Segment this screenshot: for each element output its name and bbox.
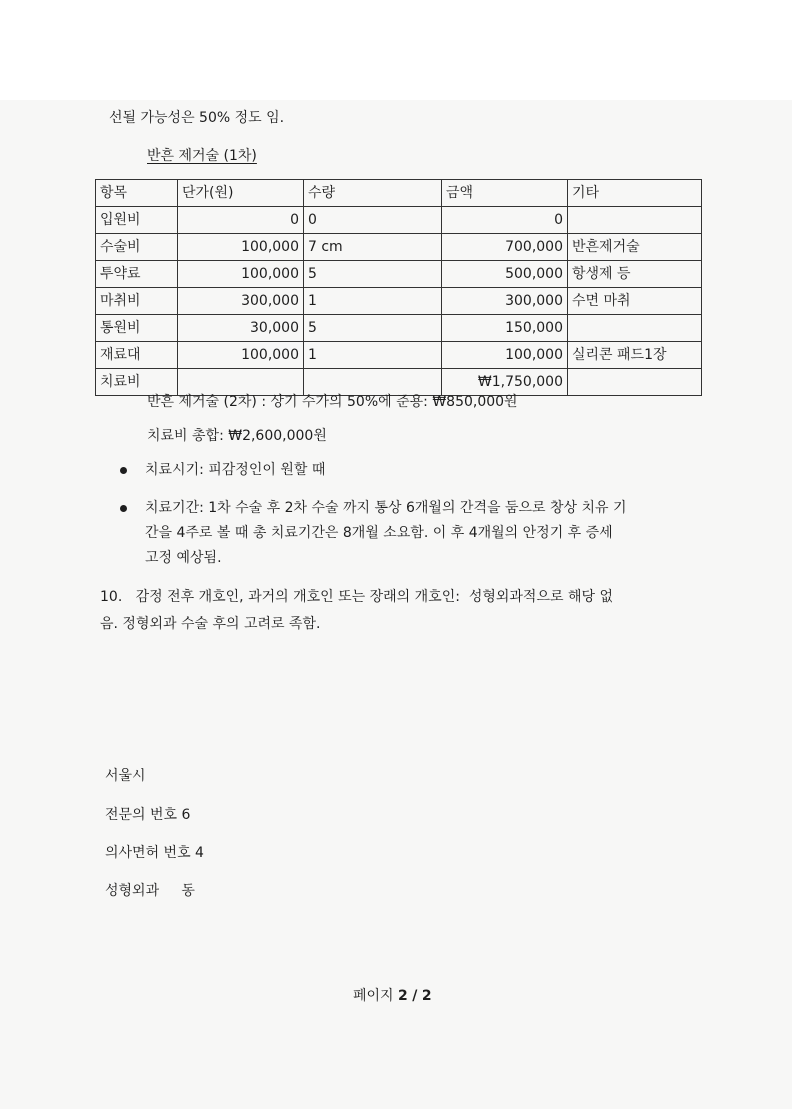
treatment-period-line: 고정 예상됨.	[145, 550, 222, 566]
cell-quantity: 5	[304, 261, 442, 288]
section-10-line: 음. 정형외과 수술 후의 고려로 족함.	[100, 616, 321, 632]
specialist-number: 전문의 번호 6	[105, 807, 191, 823]
cell-quantity: 1	[304, 288, 442, 315]
page-separator: /	[412, 988, 418, 1004]
cell-etc	[568, 369, 702, 396]
cell-etc	[568, 315, 702, 342]
cell-unit-price: 100,000	[178, 234, 304, 261]
section-10-line: 10. 감정 전후 개호인, 과거의 개호인 또는 장래의 개호인: 성형외과적으로 해당 없	[100, 589, 613, 605]
cell-etc: 실리콘 패드1장	[568, 342, 702, 369]
cell-item: 수술비	[96, 234, 178, 261]
department: 성형외과 동	[105, 883, 195, 899]
cell-etc: 항생제 등	[568, 261, 702, 288]
table-row	[96, 207, 702, 234]
page-current: 2	[398, 988, 408, 1004]
cell-unit-price: 30,000	[178, 315, 304, 342]
table-row	[96, 288, 702, 315]
cell-item: 통원비	[96, 315, 178, 342]
table-row	[96, 342, 702, 369]
cell-item: 재료대	[96, 342, 178, 369]
cell-etc	[568, 207, 702, 234]
treatment-timing: 치료시기: 피감정인이 원할 때	[145, 462, 326, 478]
table-row	[96, 261, 702, 288]
section-10	[100, 584, 715, 638]
cell-item: 투약료	[96, 261, 178, 288]
page-label: 페이지	[353, 988, 394, 1004]
cell-amount: 150,000	[442, 315, 568, 342]
cell-quantity: 5	[304, 315, 442, 342]
intro-line: 선될 가능성은 50% 정도 임.	[109, 110, 285, 126]
license-number: 의사면허 번호 4	[105, 845, 204, 861]
cell-amount: 500,000	[442, 261, 568, 288]
bullet-dot-icon	[120, 467, 127, 474]
page-number	[353, 985, 432, 1005]
table-row	[96, 315, 702, 342]
header-quantity: 수량	[304, 180, 442, 207]
header-etc: 기타	[568, 180, 702, 207]
header-unit-price: 단가(원)	[178, 180, 304, 207]
second-surgery-note: 반흔 제거술 (2차) : 상기 수가의 50%에 준용: ₩850,000원	[147, 394, 518, 410]
cell-amount: 0	[442, 207, 568, 234]
cell-amount: 300,000	[442, 288, 568, 315]
cell-etc: 반흔제거술	[568, 234, 702, 261]
header-amount: 금액	[442, 180, 568, 207]
header-item: 항목	[96, 180, 178, 207]
page-total: 2	[421, 988, 432, 1004]
cell-item: 마취비	[96, 288, 178, 315]
table-title: 반흔 제거술 (1차)	[147, 148, 257, 164]
treatment-period-line: 간을 4주로 볼 때 총 치료기간은 8개월 소요함. 이 후 4개월의 안정기 후 증세	[145, 525, 613, 541]
cost-table	[95, 179, 702, 396]
cell-etc: 수면 마취	[568, 288, 702, 315]
cell-item: 치료비	[96, 369, 178, 396]
cell-amount: 700,000	[442, 234, 568, 261]
table-row	[96, 234, 702, 261]
table-header-row	[96, 180, 702, 207]
bullet-dot-icon	[120, 505, 127, 512]
cell-item: 입원비	[96, 207, 178, 234]
signature-city: 서울시	[105, 768, 146, 784]
cell-quantity: 0	[304, 207, 442, 234]
cell-quantity: 1	[304, 342, 442, 369]
treatment-period	[145, 496, 697, 571]
cell-unit-price: 100,000	[178, 342, 304, 369]
cell-unit-price: 100,000	[178, 261, 304, 288]
cell-quantity: 7 cm	[304, 234, 442, 261]
page-top-margin	[0, 0, 792, 100]
cell-unit-price: 0	[178, 207, 304, 234]
cell-amount: 100,000	[442, 342, 568, 369]
cell-total-amount: ₩1,750,000	[442, 369, 568, 396]
total-cost-note: 치료비 총합: ₩2,600,000원	[147, 428, 327, 444]
cell-unit-price: 300,000	[178, 288, 304, 315]
treatment-period-line: 치료기간: 1차 수술 후 2차 수술 까지 통상 6개월의 간격을 둠으로 창상 치유 기	[145, 500, 627, 516]
